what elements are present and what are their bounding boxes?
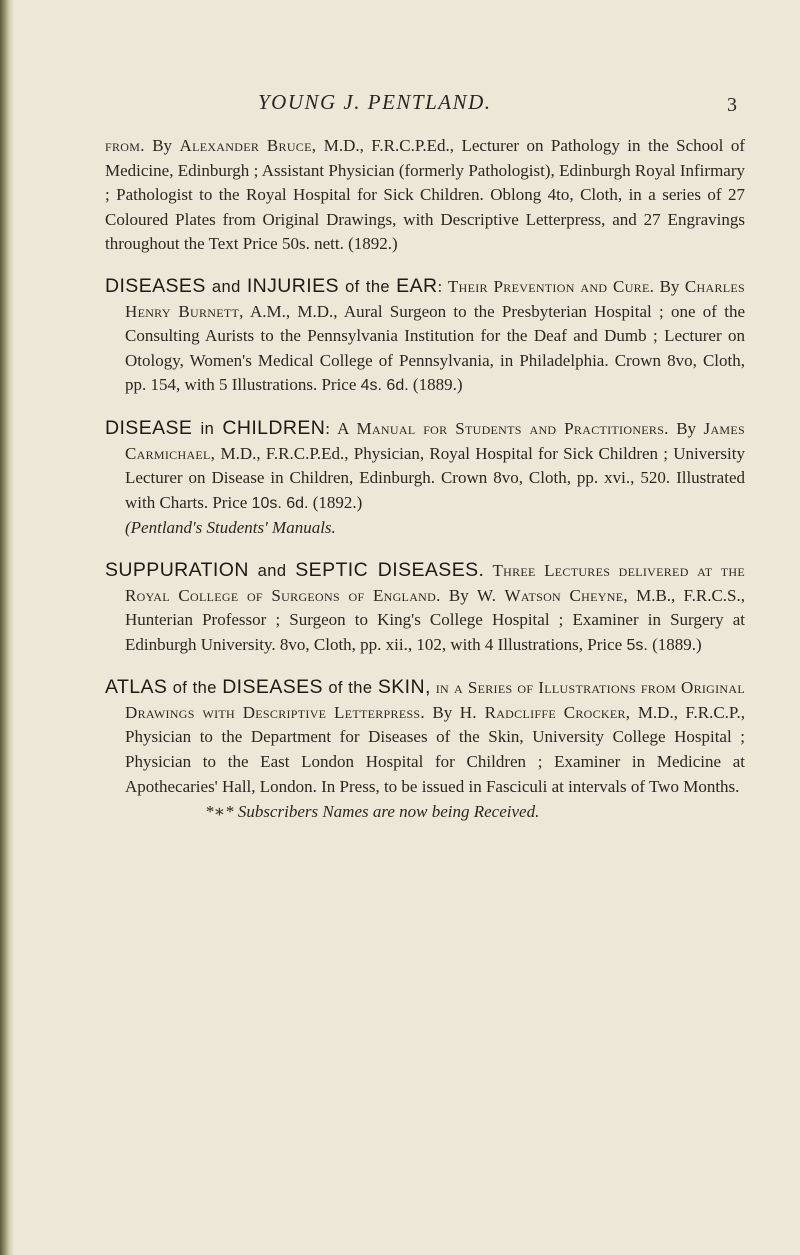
entry-title: ATLAS of the DISEASES of the SKIN, bbox=[105, 676, 431, 699]
entry-title: DISEASES and INJURIES of the EAR bbox=[105, 274, 438, 297]
catalogue-entry-ear bbox=[105, 274, 745, 399]
author-name: W. Watson Cheyne, bbox=[476, 585, 628, 605]
asterism: *∗* bbox=[205, 802, 234, 822]
entry-lead: from. bbox=[105, 136, 145, 155]
entry-title: SUPPURATION and SEPTIC DISEASES. bbox=[105, 558, 485, 581]
catalogue-entry-bruce bbox=[105, 134, 745, 257]
entry-subtitle: : A Manual for Students and Practitioners. bbox=[325, 418, 669, 438]
entry-text: SUPPURATION and SEPTIC DISEASES. Three Lectures delivered at the Royal College of Surgeons of England. By W. Watson Cheyne, M.B., F.R.C.S., Hunterian Professor ; Surgeon to King's College Hospital ; Examiner in Surgery at Edinburgh University. 8vo, Cloth, pp. xii., 102, with 4 Illustrations, Price 5s. (1889.) bbox=[105, 558, 745, 654]
entry-title: DISEASE in CHILDREN bbox=[105, 416, 326, 439]
author-name: H. Radcliffe Crocker, bbox=[459, 702, 631, 722]
entry-text: ATLAS of the DISEASES of the SKIN, in a Series of Illustrations from Original Drawings with Descriptive Letterpress. By H. Radcliffe Crocker, M.D., F.R.C.P., Physician to the Department for Diseases of the Skin, University College Hospital ; Physician to the East London Hospital for Children ; Examiner in Medicine at Apothecaries' Hall, London. In Press, to be issued in Fasciculi at intervals of Two Months. bbox=[105, 676, 745, 796]
running-head-title: YOUNG J. PENTLAND. bbox=[258, 90, 492, 114]
entry-subtitle: Three Lectures delivered at the Royal College of Surgeons of England. bbox=[125, 560, 745, 605]
price: 5s. bbox=[626, 636, 648, 654]
series-note: (Pentland's Students' Manuals. bbox=[125, 518, 336, 538]
catalogue-entry-skin-atlas bbox=[105, 675, 745, 824]
price: 10s. 6d. bbox=[251, 494, 309, 512]
entry-text: from. By Alexander Bruce, M.D., F.R.C.P.Ed., Lecturer on Pathology in the School of Medicine, Edinburgh ; Assistant Physician (formerly Pathologist), Edinburgh Royal Infirmary ; Pathologist to the Royal Hospital for Sick Children. Oblong 4to, Cloth, in a series of 27 Coloured Plates from Original Drawings, with Descriptive Letterpress, and 27 Engravings throughout the Text Price 50s. nett. (1892.) bbox=[105, 136, 746, 254]
entry-text: DISEASE in CHILDREN: A Manual for Students and Practitioners. By James Carmichael, M.D., F.R.C.P.Ed., Physician, Royal Hospital for Sick Children ; University Lecturer on Disease in Children, Edinburgh. Crown 8vo, Cloth, pp. xvi., 520. Illustrated with Charts. Price 10s. 6d. (1892.) (Pentland's Students' Manuals. bbox=[105, 416, 745, 538]
author-name: Charles Henry Burnett, bbox=[125, 276, 745, 321]
entry-subtitle: : Their Prevention and Cure. bbox=[437, 276, 655, 296]
entry-text: DISEASES and INJURIES of the EAR: Their Prevention and Cure. By Charles Henry Burnett, A.M., M.D., Aural Surgeon to the Presbyterian Hospital ; one of the Consulting Aurists to the Pennsylvania Institution for the Deaf and Dumb ; Lecturer on Otology, Women's Medical College of Pennsylvania, in Philadelphia. Crown 8vo, Cloth, pp. 154, with 5 Illustrations. Price 4s. 6d. (1889.) bbox=[105, 274, 745, 395]
catalogue-entry-suppuration bbox=[105, 558, 745, 658]
page-number: 3 bbox=[727, 94, 737, 116]
author-name: Alexander Bruce, bbox=[179, 136, 317, 155]
subscribers-note: *∗* Subscribers Names are now being Received. bbox=[205, 802, 540, 822]
running-head bbox=[105, 90, 745, 126]
author-name: James Carmichael, bbox=[125, 418, 745, 463]
entry-subtitle: in a Series of Illustrations from Original Drawings with Descriptive Letterpress. bbox=[125, 678, 745, 722]
page-binding-edge bbox=[0, 0, 14, 1255]
price: Price 50s. nett. (1892.) bbox=[242, 234, 398, 254]
catalogue-entry-children bbox=[105, 416, 745, 541]
price: 4s. 6d. bbox=[360, 377, 409, 395]
document-page bbox=[105, 90, 745, 824]
